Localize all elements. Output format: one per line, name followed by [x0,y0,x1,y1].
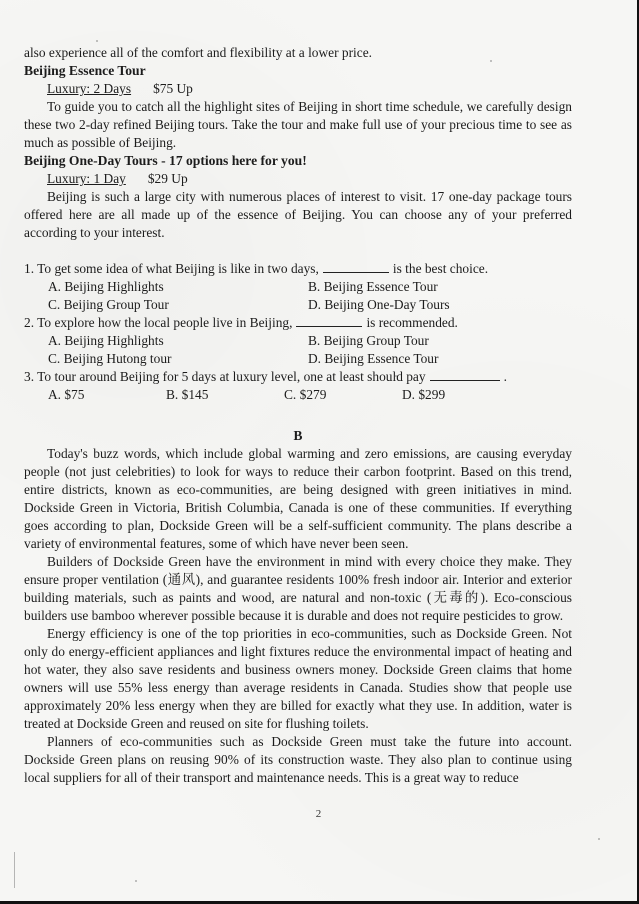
option-b: B. Beijing Essence Tour [308,279,438,294]
passage-paragraph-1: Today's buzz words, which include global warming and zero emissions, are causing everyday people (not just celebrities) to look for ways to reduce their carbon footprint. Based on this trend, entire districts, known as eco-communities, are being designed with green initiatives in mind. Dockside Green in Victoria, British Columbia, Canada is one of these communities. If everything goes according to plan, Dockside Green will be a self-sufficient community. The plans describe a variety of environmental features, some of which have never been seen. [24,446,572,551]
scan-speck [395,375,397,377]
page-number: 2 [315,808,322,820]
passage-paragraph-3: Energy efficiency is one of the top priorities in eco-communities, such as Dockside Green. Not only do energy-efficient appliances and light fixtures reduce the environmental impact of heating and hot water, they also save residents and business owners money. Dockside Green claims that home owners will use 55% less energy than average residents in Canada. Studies show that people use approximately 20% less energy when they are billed for exactly what they use. In addition, water is treated at Dockside Green and reused on site for flushing toilets. [24,626,572,731]
option-c: C. Beijing Hutong tour [48,351,172,366]
option-a: A. Beijing Highlights [48,333,164,348]
option-a: A. $75 [48,387,85,402]
section-b-heading: B [293,428,303,443]
tour-price-line [24,80,572,98]
option-d: D. Beijing One-Day Tours [308,297,450,312]
question-text-before: To explore how the local people live in Beijing, [37,315,293,330]
question-2 [24,314,572,368]
question-text-after: is the best choice. [392,261,489,276]
tour-description: Beijing is such a large city with numerous places of interest to visit. 17 one-day package tours offered here are all made up of the essence of Beijing. You can choose any of your preferred according to your interest. [24,189,572,240]
question-1 [24,260,572,314]
scan-speck [490,60,492,62]
question-stem [24,368,572,386]
question-options [24,386,572,404]
scan-artifact-line [14,852,15,888]
question-number: 3. [24,369,35,384]
tour-price: $29 Up [147,171,188,186]
answer-blank [323,260,389,273]
answer-blank [430,368,500,381]
page-content [24,44,572,787]
question-stem [24,314,572,332]
section-b-passage [24,445,572,787]
tour-price-line [24,170,572,188]
tour-price: $75 Up [153,81,193,96]
option-c: C. Beijing Group Tour [48,297,169,312]
spacer [24,242,572,260]
tour-title: Beijing Essence Tour [24,63,146,78]
question-options [24,278,572,314]
tour-tier: Luxury: 2 Days [47,81,132,96]
option-b: B. $145 [166,387,209,402]
tour-essence [24,62,572,152]
question-number: 2. [24,315,35,330]
question-text-after: is recommended. [366,315,458,330]
answer-blank [296,314,362,327]
scan-speck [135,880,137,882]
option-a: A. Beijing Highlights [48,279,164,294]
question-text-before: To get some idea of what Beijing is like in two days, [37,261,319,276]
scan-speck [598,838,600,840]
question-3 [24,368,572,404]
question-stem [24,260,572,278]
passage-paragraph-2: Builders of Dockside Green have the environment in mind with every choice they make. They ensure proper ventilation (通风), and guarantee residents 100% fresh indoor air. Interior and exterior building materials, such as paints and wood, are natural and non-toxic (无毒的). Eco-conscious builders use bamboo wherever possible because it is durable and does not require pesticides to grow. [24,554,572,623]
option-d: D. Beijing Essence Tour [308,351,439,366]
tour-description: To guide you to catch all the highlight sites of Beijing in short time schedule, we carefully design these two 2-day refined Beijing tours. Take the tour and make full use of your precious time to see as much as possible of Beijing. [24,99,572,150]
tour-title: Beijing One-Day Tours - 17 options here for you! [24,153,307,168]
passage-paragraph-4: Planners of eco-communities such as Dockside Green must take the future into account. Dockside Green plans on reusing 90% of its construction waste. They also plan to continue using local suppliers for all of their transport and maintenance needs. This is a great way to reduce [24,734,572,785]
tour-tier: Luxury: 1 Day [47,171,126,186]
option-b: B. Beijing Group Tour [308,333,429,348]
scan-speck [96,40,98,42]
option-c: C. $279 [284,387,327,402]
question-options [24,332,572,368]
intro-tail-text: also experience all of the comfort and flexibility at a lower price. [24,45,373,60]
tour-one-day [24,152,572,242]
question-number: 1. [24,261,35,276]
option-d: D. $299 [402,387,446,402]
question-text-before: To tour around Beijing for 5 days at luxury level, one at least should pay [37,369,426,384]
question-text-after: . [503,369,507,384]
